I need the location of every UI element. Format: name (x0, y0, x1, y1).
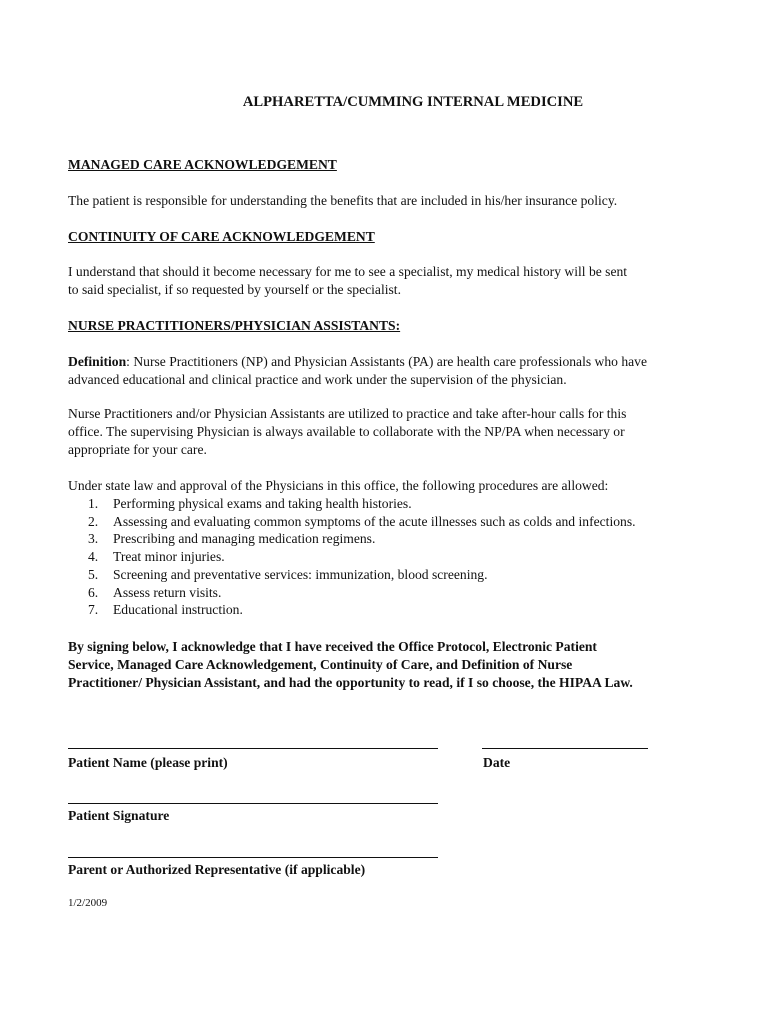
continuity-text (68, 263, 728, 299)
list-item-text: Treat minor injuries. (113, 549, 225, 565)
list-item-text: Assess return visits. (113, 584, 222, 600)
representative-label: Parent or Authorized Representative (if applicable) (68, 862, 366, 877)
list-item-text: Prescribing and managing medication regimens. (113, 531, 376, 547)
list-item (88, 548, 636, 566)
definition-text (68, 353, 728, 389)
list-item (88, 495, 636, 513)
list-item-number: 1. (88, 496, 99, 511)
patient-name-line[interactable] (68, 748, 438, 749)
list-item-number: 7. (88, 602, 99, 618)
usage-line-2: office. The supervising Physician is always available to collaborate with the NP/PA when necessary or (68, 424, 625, 439)
definition-line-2: advanced educational and clinical practice and work under the supervision of the physician. (68, 372, 567, 387)
procedures-intro: Under state law and approval of the Physicians in this office, the following procedures are allowed: (68, 478, 609, 493)
continuity-line-1: I understand that should it become necessary for me to see a specialist, my medical history will be sent (68, 264, 628, 279)
managed-care-text: The patient is responsible for understanding the benefits that are included in his/her insurance policy. (68, 193, 618, 208)
list-item (88, 530, 636, 548)
usage-line-1: Nurse Practitioners and/or Physician Assistants are utilized to practice and take after-hour calls for this (68, 406, 627, 421)
list-item-text: Assessing and evaluating common symptoms of the acute illnesses such as colds and infections. (113, 513, 636, 529)
list-item-number: 5. (88, 566, 99, 582)
acknowledgement-line-3: Practitioner/ Physician Assistant, and had the opportunity to read, if I so choose, the HIPAA Law. (68, 675, 633, 690)
date-line[interactable] (482, 748, 648, 749)
list-item (88, 513, 636, 531)
continuity-heading: CONTINUITY OF CARE ACKNOWLEDGEMENT (68, 229, 375, 244)
document-title: ALPHARETTA/CUMMING INTERNAL MEDICINE (242, 94, 584, 110)
footer-date: 1/2/2009 (68, 897, 108, 909)
usage-line-3: appropriate for your care. (68, 442, 207, 457)
list-item-number: 3. (88, 531, 99, 547)
list-item-number: 4. (88, 549, 99, 565)
list-item-text: Educational instruction. (113, 602, 243, 618)
definition-line-1-text: : Nurse Practitioners (NP) and Physician Assistants (PA) are health care professionals who have (126, 354, 648, 369)
acknowledgement-line-2: Service, Managed Care Acknowledgement, Continuity of Care, and Definition of Nurse (68, 657, 573, 672)
list-item (88, 584, 636, 602)
list-item (88, 566, 636, 584)
managed-care-heading: MANAGED CARE ACKNOWLEDGEMENT (68, 157, 337, 172)
definition-line-1 (68, 353, 728, 371)
continuity-line-2: to said specialist, if so requested by yourself or the specialist. (68, 282, 401, 297)
list-item (88, 601, 636, 619)
acknowledgement-line-1: By signing below, I acknowledge that I have received the Office Protocol, Electronic Patient (68, 639, 597, 654)
patient-name-label: Patient Name (please print) (68, 755, 228, 770)
patient-signature-label: Patient Signature (68, 808, 170, 823)
list-item-number: 2. (88, 513, 99, 529)
np-pa-heading: NURSE PRACTITIONERS/PHYSICIAN ASSISTANTS: (68, 318, 401, 333)
list-item-text: Performing physical exams and taking health histories. (113, 496, 412, 511)
patient-signature-line[interactable] (68, 803, 438, 804)
usage-text (68, 405, 728, 459)
date-label: Date (483, 755, 511, 770)
representative-signature-line[interactable] (68, 857, 438, 858)
list-item-text: Screening and preventative services: immunization, blood screening. (113, 566, 488, 582)
list-item-number: 6. (88, 584, 99, 600)
acknowledgement-text (68, 638, 728, 692)
procedures-list (88, 495, 636, 619)
definition-label: Definition (68, 354, 127, 369)
